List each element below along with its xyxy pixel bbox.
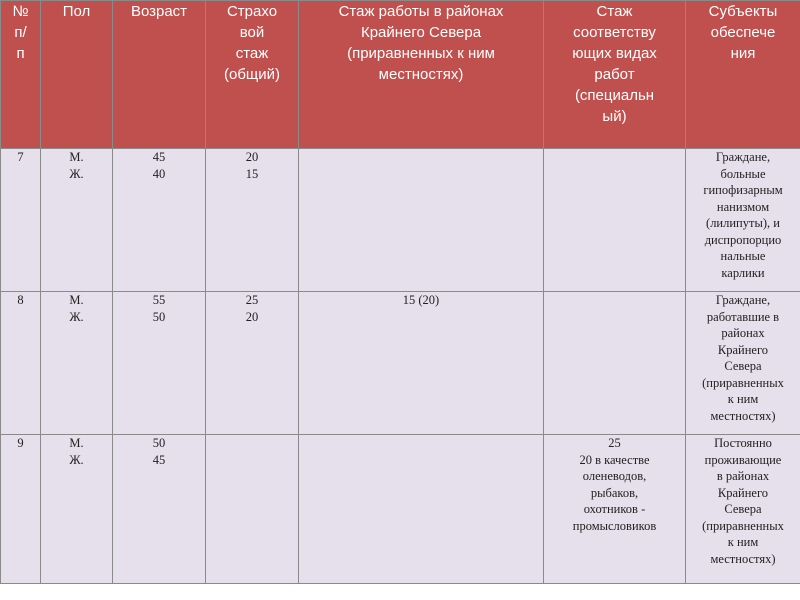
cell-north-experience bbox=[299, 435, 544, 584]
cell-north-experience bbox=[299, 149, 544, 292]
header-sex: Пол bbox=[41, 1, 113, 149]
header-north-experience: Стаж работы в районах Крайнего Севера (приравненных к ним местностях) bbox=[299, 1, 544, 149]
cell-age: 55 50 bbox=[113, 292, 206, 435]
cell-subjects: Постоянно проживающие в районах Крайнего Севера (приравненных к ним местностях) bbox=[686, 435, 800, 584]
header-row bbox=[1, 1, 800, 149]
table-row bbox=[1, 435, 800, 584]
cell-subjects: Граждане, работавшие в районах Крайнего Севера (приравненных к ним местностях) bbox=[686, 292, 800, 435]
cell-sex: М. Ж. bbox=[41, 149, 113, 292]
header-subjects: Субъекты обеспече ния bbox=[686, 1, 800, 149]
cell-number: 9 bbox=[1, 435, 41, 584]
table-row bbox=[1, 149, 800, 292]
cell-insurance-experience bbox=[206, 435, 299, 584]
cell-subjects: Граждане, больные гипофизарным нанизмом (лилипуты), и диспропорцио нальные карлики bbox=[686, 149, 800, 292]
cell-north-experience: 15 (20) bbox=[299, 292, 544, 435]
cell-age: 45 40 bbox=[113, 149, 206, 292]
header-number: № п/ п bbox=[1, 1, 41, 149]
cell-sex: М. Ж. bbox=[41, 292, 113, 435]
cell-special-experience bbox=[544, 149, 686, 292]
cell-insurance-experience: 20 15 bbox=[206, 149, 299, 292]
table-row bbox=[1, 292, 800, 435]
cell-special-experience bbox=[544, 292, 686, 435]
header-age: Возраст bbox=[113, 1, 206, 149]
cell-special-experience: 25 20 в качестве оленеводов, рыбаков, охотников - промысловиков bbox=[544, 435, 686, 584]
cell-insurance-experience: 25 20 bbox=[206, 292, 299, 435]
cell-sex: М. Ж. bbox=[41, 435, 113, 584]
header-insurance-experience: Страхо вой стаж (общий) bbox=[206, 1, 299, 149]
header-special-experience: Стаж соответству ющих видах работ (специальн ый) bbox=[544, 1, 686, 149]
cell-number: 8 bbox=[1, 292, 41, 435]
cell-number: 7 bbox=[1, 149, 41, 292]
cell-age: 50 45 bbox=[113, 435, 206, 584]
